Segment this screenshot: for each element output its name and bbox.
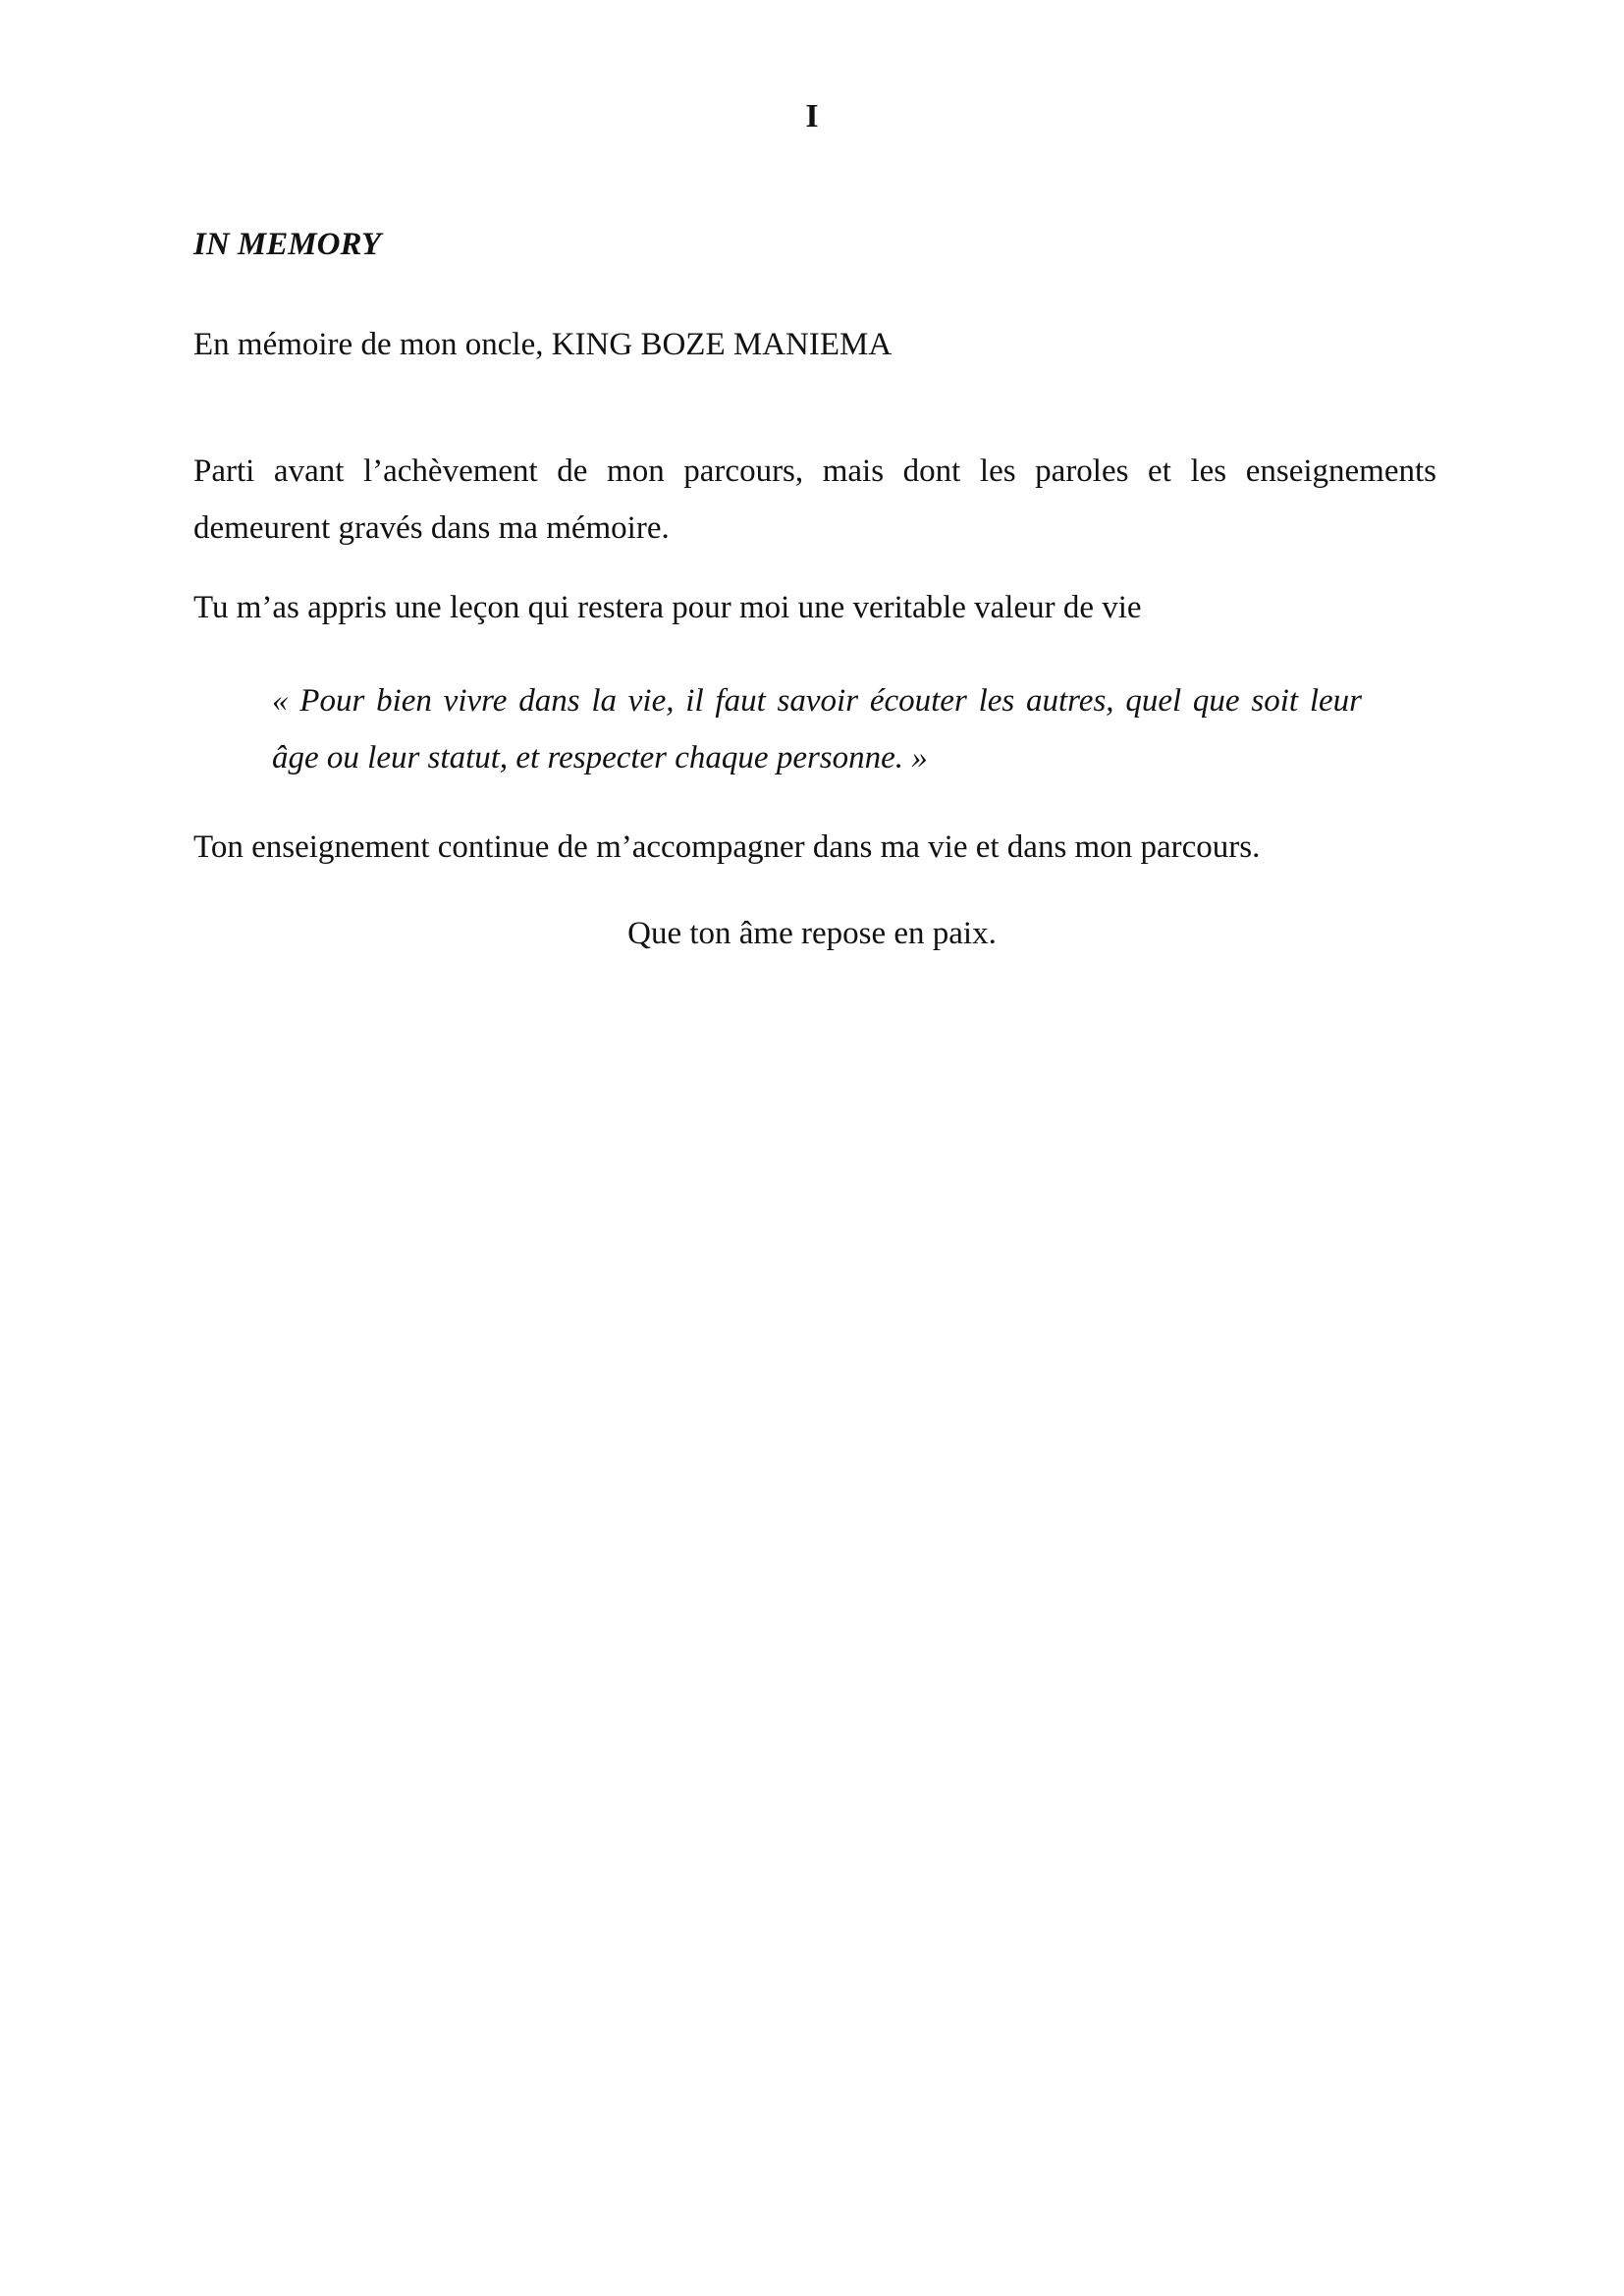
page-number: I (805, 98, 819, 134)
dedication-line: En mémoire de mon oncle, KING BOZE MANIEMA (193, 327, 893, 362)
closing-line: Que ton âme repose en paix. (627, 916, 997, 951)
lesson-quote-line-1: « Pour bien vivre dans la vie, il faut savoir écouter les autres, quel que soit leur (272, 683, 1362, 719)
paragraph-lesson: Tu m’as appris une leçon qui restera pour moi une veritable valeur de vie (193, 590, 1142, 625)
paragraph-departure (193, 443, 1436, 557)
lesson-quote (272, 672, 1362, 786)
paragraph-departure-line-2: demeurent gravés dans ma mémoire. (193, 510, 670, 546)
paragraph-departure-line-1: Parti avant l’achèvement de mon parcours, mais dont les paroles et les enseignements (193, 454, 1436, 489)
lesson-quote-line-2: âge ou leur statut, et respecter chaque personne. » (272, 740, 928, 775)
section-heading: IN MEMORY (193, 227, 382, 262)
paragraph-teaching: Ton enseignement continue de m’accompagner dans ma vie et dans mon parcours. (193, 829, 1261, 865)
